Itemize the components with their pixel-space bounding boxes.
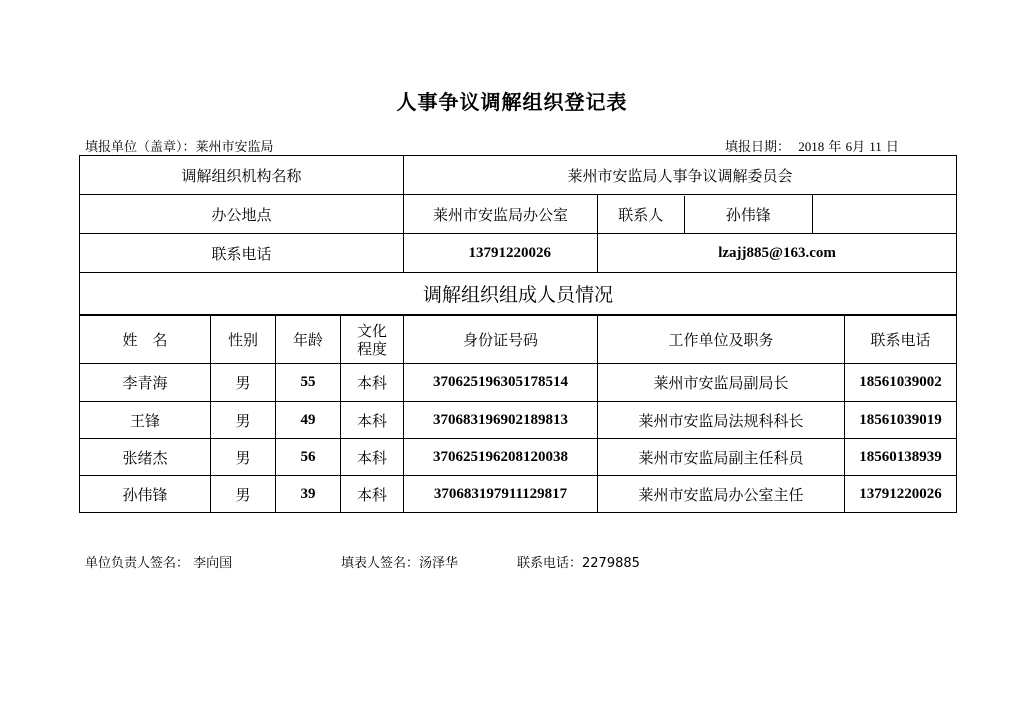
col-header-education (341, 316, 404, 364)
contact-cell-group (598, 195, 813, 234)
date-month-unit: 月 (852, 140, 866, 155)
leader-signature: 单位负责人签名： 李向国 (85, 556, 233, 571)
member-age: 56 (276, 439, 341, 476)
member-gender: 男 (211, 402, 276, 439)
member-id: 370683196902189813 (404, 402, 598, 439)
member-age: 55 (276, 364, 341, 402)
col-header-phone: 联系电话 (845, 316, 957, 364)
contact-label: 联系人 (598, 196, 684, 233)
page-title: 人事争议调解组织登记表 (396, 90, 628, 114)
member-name: 张绪杰 (80, 439, 211, 476)
member-phone: 18560138939 (845, 439, 957, 476)
col-header-age: 年龄 (276, 316, 341, 364)
member-id: 370625196208120038 (404, 439, 598, 476)
members-section-title: 调解组织组成人员情况 (80, 273, 957, 315)
contact-subrow (598, 196, 812, 233)
member-education: 本科 (341, 476, 404, 513)
date-year: 2018 (798, 139, 825, 154)
edu-line-1: 文化 (356, 321, 387, 340)
phone-row (80, 234, 957, 273)
member-name: 李青海 (80, 364, 211, 402)
member-phone: 18561039019 (845, 402, 957, 439)
members-table (79, 315, 957, 513)
reporting-unit: 填报单位（盖章）：莱州市安监局 (85, 140, 274, 155)
org-name-value: 莱州市安监局人事争议调解委员会 (404, 156, 957, 195)
phone-subtable (404, 235, 598, 272)
member-id: 370683197911129817 (404, 476, 598, 513)
office-value: 莱州市安监局办公室 (404, 195, 598, 234)
member-age: 39 (276, 476, 341, 513)
member-gender: 男 (211, 476, 276, 513)
members-header-row (80, 316, 957, 364)
member-position: 莱州市安监局副局长 (598, 364, 845, 402)
date-label: 填报日期： (725, 140, 791, 155)
member-education: 本科 (341, 364, 404, 402)
member-position: 莱州市安监局办公室主任 (598, 476, 845, 513)
phone-label: 联系电话 (80, 234, 404, 273)
date-year-unit: 年 (828, 140, 842, 155)
member-id: 370625196305178514 (404, 364, 598, 402)
phone-subrow (404, 235, 598, 272)
filler-signature: 填表人签名：汤泽华 (341, 556, 459, 571)
contact-subtable (598, 196, 812, 233)
table-row (80, 364, 957, 402)
date-day: 11 (869, 139, 882, 154)
contact-value: 孙伟锋 (725, 205, 771, 224)
member-phone: 18561039002 (845, 364, 957, 402)
member-education: 本科 (341, 402, 404, 439)
office-label: 办公地点 (80, 195, 404, 234)
col-header-name: 姓 名 (80, 316, 211, 364)
email-value: lzajj885@163.com (598, 234, 957, 273)
date-day-unit: 日 (885, 140, 899, 155)
registration-table (79, 155, 957, 315)
member-position: 莱州市安监局副主任科员 (598, 439, 845, 476)
col-header-education-text (357, 322, 387, 358)
member-name: 孙伟锋 (80, 476, 211, 513)
phone-value: 13791220026 (404, 235, 598, 272)
col-header-id: 身份证号码 (404, 316, 598, 364)
member-education: 本科 (341, 439, 404, 476)
org-name-row (80, 156, 957, 195)
member-name: 王锋 (80, 402, 211, 439)
report-date (725, 136, 899, 155)
office-row (80, 195, 957, 234)
member-gender: 男 (211, 364, 276, 402)
table-row (80, 439, 957, 476)
date-month: 6 (845, 139, 853, 154)
org-name-label: 调解组织机构名称 (80, 156, 404, 195)
phone-cell-group (404, 234, 598, 273)
member-age: 49 (276, 402, 341, 439)
table-row (80, 402, 957, 439)
contact-value-extension (813, 195, 957, 234)
table-row (80, 476, 957, 513)
edu-line-2: 程度 (356, 339, 387, 358)
col-header-gender: 性别 (211, 316, 276, 364)
footer-phone: 联系电话：2279885 (517, 556, 640, 571)
section-row (80, 273, 957, 315)
member-position: 莱州市安监局法规科科长 (598, 402, 845, 439)
member-phone: 13791220026 (845, 476, 957, 513)
col-header-position: 工作单位及职务 (598, 316, 845, 364)
member-gender: 男 (211, 439, 276, 476)
